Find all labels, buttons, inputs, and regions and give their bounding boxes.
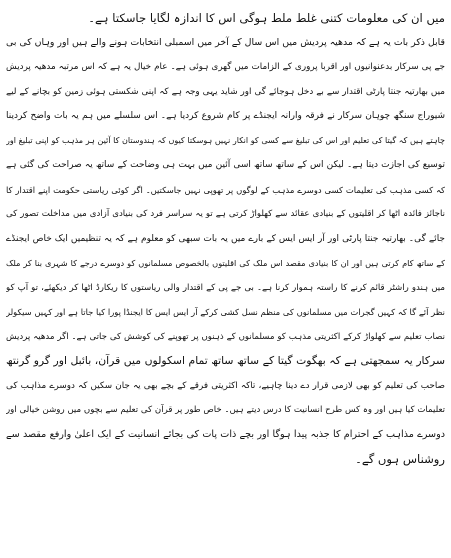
text-line: روشناس ہوں گے۔ <box>355 452 445 466</box>
text-line: سرکار یہ سمجھتی ہے کہ بھگوت گیتا کے ساتھ ساتھ تمام اسکولوں میں قرآن، بائبل اور گرو گرنتھ <box>6 354 445 367</box>
text-line: دوسرے مذاہب کے احترام کا جذبہ پیدا ہوگا اور بچے ذات پات کی بجائے انسانیت کے ایک اعلیٰ وارفع مقصد سے <box>6 428 445 440</box>
text-line: جے پی سرکار بدعنوانیوں اور اقربا پروری کے الزامات میں گھری ہوئی ہے۔ عام خیال یہ ہے کہ اس مرتبہ مدھیہ پردیش <box>6 62 445 72</box>
text-line: قابل ذکر بات یہ ہے کہ مدھیہ پردیش میں اس سال کے آخر میں اسمبلی انتخابات ہونے والے ہیں اور وہاں کی بی <box>6 36 445 48</box>
text-line: کے ساتھ کام کرتی ہیں اور ان کا بنیادی مقصد اس ملک کی اقلیتوں بالخصوص مسلمانوں کو دوسرے درجے کا شہری بنا کر ملک <box>6 258 445 268</box>
text-line: تعلیمات کیا ہیں اور وہ کس طرح انسانیت کا درس دیتے ہیں۔ خاص طور پر قرآن کی تعلیم سے بچوں میں روشن خیالی اور <box>6 405 445 415</box>
text-line: ناجائز فائدہ اٹھا کر اقلیتوں کے بنیادی عقائد سے کھلواڑ کرتی ہے تو یہ سراسر فرد کی بنیادی آزادی میں مداخلت تصور کی <box>6 209 445 219</box>
text-line: چاہتے ہیں کہ گیتا کی تعلیم اور اس کی تبلیغ سے کسی کو انکار نہیں ہوسکتا کیوں کہ ہندوستان کا آئین ہر مذہب کو اپنی تبلیغ اور <box>6 135 445 145</box>
text-line: جائے گی۔ بھارتیہ جنتا پارٹی اور آر ایس ایس کے بارے میں یہ بات سبھی کو معلوم ہے کہ یہ تنظیمیں ایک خاص ایجنڈے <box>6 233 445 244</box>
text-line: کہ کسی مذہب کی تعلیمات کسی دوسرے مذہب کے لوگوں پر تھوپی نہیں جاسکتیں۔ اگر کوئی ریاستی حکومت اپنے اقتدار کا <box>6 184 445 195</box>
text-line: میں ہندو راشٹر قائم کرنے کا راستہ ہموار کرنا ہے۔ بی جے پی کے اقتدار والی ریاستوں کا ریکارڈ اٹھا کر دیکھئے، تو آپ کو <box>6 282 445 293</box>
text-line: صاحب کی تعلیم کو بھی لازمی قرار دے دینا چاہیے، تاکہ اکثریتی فرقے کے بچے بھی یہ جان سکیں کہ دوسرے مذاہب کی <box>6 380 445 391</box>
text-line: نصاب تعلیم سے کھلواڑ کرکے اکثریتی مذہب کو مسلمانوں کے ذہنوں پر تھوپنے کی کوشش کی جاتی ہے۔ اگر مدھیہ پردیش <box>6 331 445 342</box>
text-line: توسیع کی اجازت دیتا ہے۔ لیکن اس کے ساتھ ساتھ اسی آئین میں بہت ہی وضاحت کے ساتھ یہ صراحت کی گئی ہے <box>6 160 445 170</box>
text-line: شیوراج سنگھ چوہان سرکار نے فرقہ وارانہ ایجنڈے پر کام شروع کردیا ہے۔ اس سلسلے میں ہم یہ بات واضح کردینا <box>6 111 445 121</box>
text-line: میں ان کی معلومات کتنی غلط ملط ہوگی اس کا اندازہ لگایا جاسکتا ہے۔ <box>88 11 445 25</box>
text-line: میں بھارتیہ جنتا پارٹی اقتدار سے بے دخل ہوجائے گی اور شاید یہی وجہ ہے کہ اپنی شکستی ہوئی زمین کو بچانے کے لیے <box>6 86 445 97</box>
text-line: نظر آئے گا کہ کہیں گجرات میں مسلمانوں کی منظم نسل کشی کرکے آر ایس ایس کا ایجنڈا پورا کیا جاتا ہے اور کہیں سیکولر <box>6 307 445 317</box>
